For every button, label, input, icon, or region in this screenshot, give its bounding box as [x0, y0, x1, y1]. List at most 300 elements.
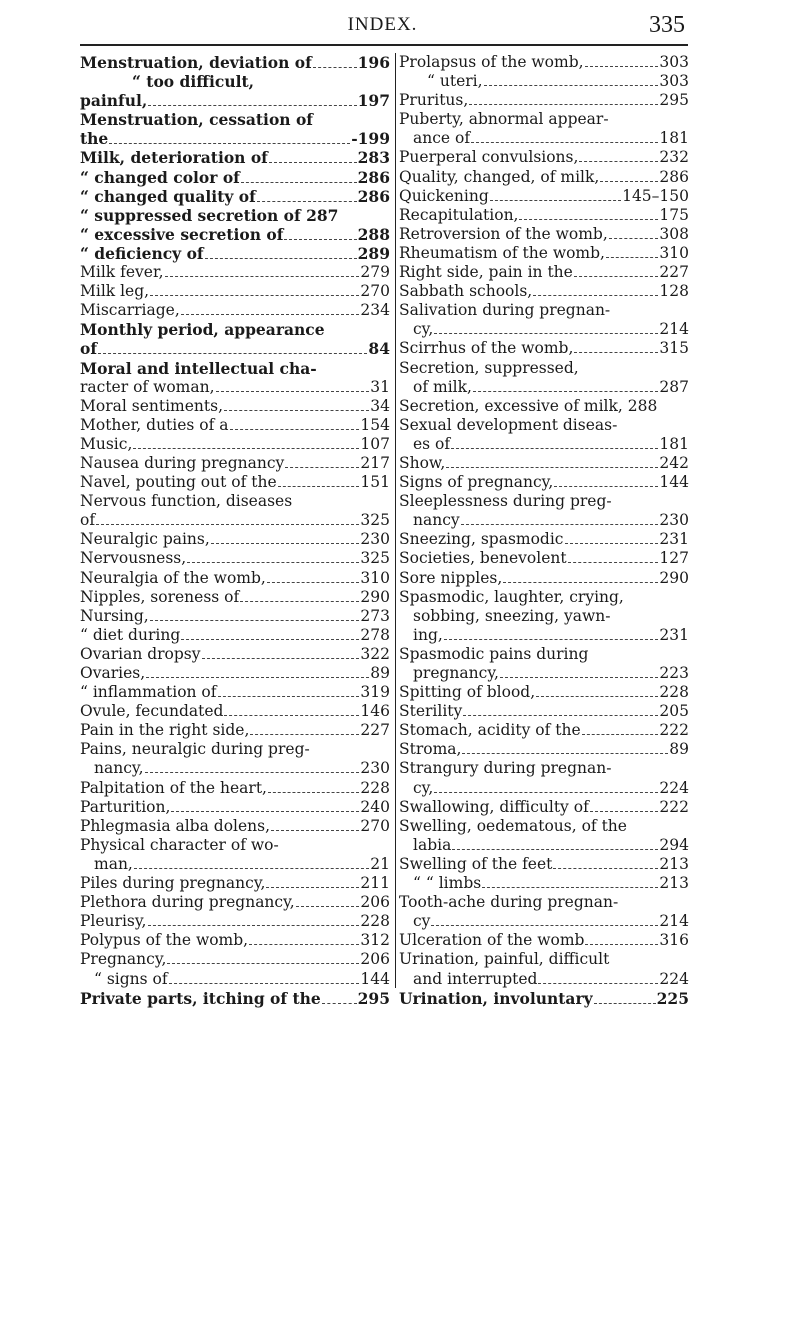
index-entry [399, 626, 689, 645]
entry-page: 312 [360, 931, 390, 950]
entry-page: 228 [659, 683, 689, 702]
entry-page: 222 [659, 721, 689, 740]
entry-text: “ excessive secretion of [80, 224, 284, 244]
entry-text: Parturition, [80, 797, 171, 816]
index-entry [399, 320, 689, 339]
entry-page: 224 [659, 969, 689, 988]
entry-text: Signs of pregnancy, [399, 473, 554, 492]
dot-leader [431, 925, 658, 926]
entry-text: Moral sentiments, [80, 396, 223, 415]
entry-text: Piles during pregnancy, [80, 874, 266, 893]
entry-text: sobbing, sneezing, yawn- [413, 606, 611, 625]
entry-page: 146 [360, 702, 390, 721]
entry-text: “ diet during [80, 625, 181, 644]
column-divider [395, 53, 396, 988]
entry-page: 206 [360, 893, 390, 912]
entry-page: 232 [659, 148, 689, 167]
dot-leader [533, 295, 658, 296]
entry-text: Neuralgic pains, [80, 530, 210, 549]
entry-page: 303 [659, 72, 689, 91]
entry-text: Milk leg, [80, 282, 150, 301]
dot-leader [469, 104, 658, 105]
dot-leader [568, 562, 659, 563]
entry-page: 205 [659, 702, 689, 721]
entry-text: Nervousness, [80, 549, 187, 568]
entry-page: 230 [659, 511, 689, 530]
index-entry [399, 836, 689, 855]
index-entry [80, 702, 390, 721]
dot-leader [218, 696, 360, 697]
entry-text: Sneezing, spasmodic [399, 530, 564, 549]
index-entry [399, 530, 689, 549]
entry-page: 227 [360, 721, 390, 740]
dot-leader [284, 239, 356, 240]
index-entry [80, 798, 390, 817]
entry-page: 127 [659, 549, 689, 568]
index-entry [80, 855, 390, 874]
index-entry [399, 244, 689, 263]
entry-text: Prolapsus of the womb, [399, 53, 584, 71]
entry-page: 231 [659, 530, 689, 549]
entry-page: 89 [370, 664, 390, 682]
dot-leader [165, 276, 360, 277]
index-entry [80, 397, 390, 416]
dot-leader [462, 753, 668, 754]
index-entry [80, 72, 390, 91]
dot-leader [278, 486, 360, 487]
entry-text: Recapitulation, [399, 205, 519, 224]
entry-text: Nervous function, diseases [80, 492, 293, 511]
index-entry [399, 473, 689, 492]
entry-text: Urination, involuntary [399, 988, 593, 1008]
entry-page: 230 [360, 759, 390, 778]
dot-leader [451, 448, 658, 449]
entry-text: nancy [413, 511, 460, 530]
entry-text: Strangury during pregnan- [399, 759, 612, 778]
entry-text: Pain in the right side, [80, 721, 250, 740]
entry-text: Ulceration of the womb [399, 931, 585, 950]
index-entry [399, 893, 689, 912]
dot-leader [148, 105, 356, 106]
dot-leader [473, 391, 658, 392]
dot-leader [181, 639, 359, 640]
entry-page: 294 [659, 835, 689, 854]
entry-text: Stomach, acidity of the [399, 721, 581, 740]
entry-text: pregnancy, [413, 664, 499, 682]
entry-page: 21 [370, 854, 390, 873]
dot-leader [574, 352, 658, 353]
entry-text: man, [94, 854, 133, 873]
entry-page: 290 [659, 568, 689, 587]
dot-leader [240, 601, 359, 602]
entry-page: 230 [360, 530, 390, 549]
index-entry [80, 931, 390, 950]
index-entry [80, 626, 390, 645]
dot-leader [600, 181, 658, 182]
entry-text: Ovarian dropsy [80, 644, 201, 663]
entry-page: 315 [659, 339, 689, 358]
entry-text: “ “ limbs [413, 874, 482, 893]
entry-text: Secretion, excessive of milk, 288 [399, 396, 658, 415]
entry-text: Puerperal convulsions, [399, 148, 579, 167]
entry-text: Swallowing, difficulty of [399, 797, 589, 816]
index-entry [399, 798, 689, 817]
entry-page: 228 [360, 778, 390, 797]
page-header [80, 12, 685, 42]
dot-leader [148, 925, 360, 926]
entry-text: Neuralgia of the womb, [80, 568, 266, 587]
index-entry [80, 721, 390, 740]
entry-page: 224 [659, 778, 689, 797]
index-entry [399, 110, 689, 129]
entry-page: 144 [360, 969, 390, 988]
entry-page: -199 [351, 129, 390, 149]
dot-leader [250, 734, 359, 735]
entry-text: Salivation during pregnan- [399, 301, 611, 320]
entry-page: 214 [659, 320, 689, 339]
entry-text: Menstruation, deviation of [80, 53, 312, 72]
index-entry [399, 607, 689, 626]
entry-text: Sleeplessness during preg- [399, 492, 612, 511]
entry-text: “ inflammation of [80, 683, 217, 702]
index-entry [399, 301, 689, 320]
index-entry [80, 225, 390, 244]
entry-text: nancy, [94, 759, 144, 778]
dot-leader [249, 944, 359, 945]
entry-page: 295 [357, 988, 390, 1008]
index-entry [80, 530, 390, 549]
entry-page: 228 [360, 912, 390, 931]
dot-leader [271, 830, 359, 831]
entry-page: 196 [357, 53, 390, 72]
entry-text: Private parts, itching of the [80, 988, 321, 1008]
entry-page: 279 [360, 263, 390, 282]
entry-text: “ changed quality of [80, 186, 256, 206]
entry-text: “ signs of [94, 969, 168, 988]
entry-text: Monthly period, appearance [80, 320, 325, 340]
dot-leader [241, 182, 357, 183]
dot-leader [211, 543, 360, 544]
dot-leader [594, 1003, 656, 1004]
index-entry [80, 129, 390, 148]
index-entry [399, 569, 689, 588]
dot-leader [519, 219, 658, 220]
dot-leader [565, 543, 659, 544]
index-entry [80, 759, 390, 778]
dot-leader [574, 276, 659, 277]
index-entry [399, 397, 689, 416]
dot-leader [169, 983, 360, 984]
index-entry [399, 435, 689, 454]
index-entry [80, 607, 390, 626]
index-entry [80, 989, 390, 1008]
dot-leader [205, 258, 357, 259]
index-entry [399, 416, 689, 435]
entry-page: 206 [360, 950, 390, 969]
dot-leader [230, 429, 360, 430]
index-entry [80, 206, 390, 225]
entry-text: labia [413, 835, 452, 854]
entry-page: 225 [656, 988, 689, 1008]
index-entry [80, 416, 390, 435]
entry-page: 316 [659, 931, 689, 950]
dot-leader [446, 467, 658, 468]
entry-text: painful, [80, 91, 148, 111]
index-entry [80, 817, 390, 836]
index-entry [80, 912, 390, 931]
dot-leader [461, 524, 659, 525]
index-entry [399, 645, 689, 664]
dot-leader [285, 467, 359, 468]
dot-leader [269, 162, 357, 163]
entry-page: 286 [357, 186, 390, 206]
entry-text: Societies, benevolent [399, 549, 567, 568]
index-entry [80, 473, 390, 492]
entry-page: 213 [659, 854, 689, 873]
dot-leader [257, 201, 357, 202]
entry-text: Physical character of wo- [80, 835, 279, 854]
entry-text: Stroma, [399, 740, 462, 759]
index-entry [80, 53, 390, 72]
index-entry [399, 779, 689, 798]
index-entry [399, 225, 689, 244]
entry-text: cy [413, 912, 431, 931]
index-entry [80, 339, 390, 358]
dot-leader [606, 257, 658, 258]
index-entry [80, 359, 390, 378]
index-entry [80, 301, 390, 320]
entry-page: 242 [659, 453, 689, 472]
page-title: INDEX. [347, 14, 418, 35]
index-entry [399, 970, 689, 989]
entry-text: Pregnancy, [80, 950, 167, 969]
index-entry [399, 950, 689, 969]
entry-text: “ suppressed secretion of 287 [80, 205, 339, 225]
entry-text: “ deficiency of [80, 243, 204, 263]
entry-text: Retroversion of the womb, [399, 224, 608, 243]
index-entry [399, 721, 689, 740]
index-entry [80, 588, 390, 607]
index-entry [80, 569, 390, 588]
index-entry [80, 511, 390, 530]
entry-page: 270 [360, 282, 390, 301]
entry-text: “ uteri, [427, 72, 483, 91]
index-entry [80, 263, 390, 282]
entry-page: 303 [659, 53, 689, 71]
index-entry [80, 893, 390, 912]
dot-leader [500, 677, 658, 678]
dot-leader [181, 314, 360, 315]
entry-page: 222 [659, 797, 689, 816]
entry-text: Sexual development diseas- [399, 415, 618, 434]
entry-page: 154 [360, 415, 390, 434]
entry-text: cy, [413, 320, 434, 339]
entry-page: 128 [659, 282, 689, 301]
entry-text: Milk fever, [80, 263, 164, 282]
entry-page: 31 [370, 377, 390, 396]
dot-leader [296, 906, 360, 907]
entry-text: es of [413, 434, 451, 453]
entry-page: 151 [360, 473, 390, 492]
index-entry [399, 168, 689, 187]
index-entry [399, 931, 689, 950]
index-entry [399, 817, 689, 836]
entry-page: 308 [659, 224, 689, 243]
dot-leader [146, 677, 369, 678]
index-entry [399, 148, 689, 167]
entry-text: Nursing, [80, 606, 149, 625]
index-entry [80, 320, 390, 339]
index-entry [399, 855, 689, 874]
dot-leader [266, 887, 359, 888]
entry-text: Plethora during pregnancy, [80, 893, 295, 912]
dot-leader [609, 238, 659, 239]
index-entry [80, 645, 390, 664]
entry-text: Right side, pain in the [399, 263, 573, 282]
index-entry [80, 91, 390, 110]
entry-text: Spitting of blood, [399, 683, 536, 702]
dot-leader [590, 811, 659, 812]
entry-text: Sabbath schools, [399, 282, 533, 301]
entry-text: of [80, 339, 98, 359]
entry-page: 240 [360, 797, 390, 816]
entry-page: 34 [370, 396, 390, 415]
entry-page: 289 [357, 243, 390, 263]
page-number: 335 [649, 12, 685, 38]
entry-text: Phlegmasia alba dolens, [80, 816, 271, 835]
index-entry [80, 874, 390, 893]
index-entry [399, 282, 689, 301]
dot-leader [96, 524, 359, 525]
entry-page: 197 [357, 91, 390, 111]
index-entry [399, 740, 689, 759]
entry-page: 89 [669, 740, 689, 759]
index-entry [399, 912, 689, 931]
index-entry [399, 454, 689, 473]
entry-text: Ovaries, [80, 664, 146, 682]
dot-leader [322, 1003, 357, 1004]
index-entry [399, 129, 689, 148]
entry-text: racter of woman, [80, 377, 215, 396]
dot-leader [268, 792, 359, 793]
entry-text: Polypus of the womb, [80, 931, 249, 950]
entry-page: 181 [659, 434, 689, 453]
index-entry [399, 53, 689, 72]
index-entry [399, 91, 689, 110]
entry-page: 322 [360, 644, 390, 663]
index-entry [399, 72, 689, 91]
entry-page: 310 [360, 568, 390, 587]
entry-page: 278 [360, 625, 390, 644]
entry-text: cy, [413, 778, 434, 797]
entry-text: ance of [413, 129, 471, 148]
entry-text: Quality, changed, of milk, [399, 167, 600, 186]
dot-leader [150, 295, 359, 296]
entry-text: Music, [80, 434, 133, 453]
entry-page: 286 [659, 167, 689, 186]
entry-text: Nausea during pregnancy [80, 453, 285, 472]
dot-leader [202, 658, 360, 659]
dot-leader [313, 67, 357, 68]
entry-page: 270 [360, 816, 390, 835]
dot-leader [503, 582, 658, 583]
entry-page: 310 [659, 243, 689, 262]
index-entry [399, 588, 689, 607]
entry-text: of [80, 511, 96, 530]
dot-leader [482, 887, 658, 888]
dot-leader [98, 353, 367, 354]
entry-text: “ changed color of [80, 167, 240, 187]
dot-leader [585, 66, 659, 67]
index-entry [399, 187, 689, 206]
dot-leader [444, 639, 659, 640]
index-entry [80, 970, 390, 989]
entry-page: 287 [659, 377, 689, 396]
index-entry [80, 492, 390, 511]
dot-leader [150, 620, 360, 621]
index-column-right [399, 53, 689, 1008]
entry-text: Navel, pouting out of the [80, 473, 277, 492]
dot-leader [224, 715, 359, 716]
dot-leader [471, 142, 658, 143]
entry-text: Moral and intellectual cha- [80, 358, 317, 378]
entry-page: 283 [357, 148, 390, 168]
index-column-left [80, 53, 390, 1008]
index-entry [399, 339, 689, 358]
entry-page: 325 [360, 549, 390, 568]
entry-text: Puberty, abnormal appear- [399, 110, 609, 129]
index-entry [399, 511, 689, 530]
entry-text: Swelling of the feet [399, 854, 553, 873]
dot-leader [484, 85, 659, 86]
entry-text: Show, [399, 453, 446, 472]
index-entry [80, 740, 390, 759]
entry-text: Sore nipples, [399, 568, 503, 587]
dot-leader [579, 161, 658, 162]
index-entry [80, 549, 390, 568]
entry-page: 144 [659, 473, 689, 492]
entry-page: 145–150 [622, 186, 689, 205]
entry-text: Mother, duties of a [80, 415, 229, 434]
entry-text: Pruritus, [399, 91, 469, 110]
index-entry [399, 549, 689, 568]
dot-leader [536, 696, 658, 697]
entry-page: 217 [360, 453, 390, 472]
index-entry [399, 874, 689, 893]
entry-page: 319 [360, 683, 390, 702]
index-entry [80, 454, 390, 473]
index-entry [80, 168, 390, 187]
dot-leader [133, 448, 359, 449]
entry-text: Quickening [399, 186, 489, 205]
index-entry [399, 206, 689, 225]
index-entry [80, 779, 390, 798]
entry-page: 211 [360, 874, 390, 893]
index-entry [80, 435, 390, 454]
entry-page: 288 [357, 224, 390, 244]
dot-leader [463, 715, 658, 716]
entry-text: and interrupted [413, 969, 538, 988]
index-entry [399, 359, 689, 378]
dot-leader [434, 333, 658, 334]
entry-text: Nipples, soreness of [80, 587, 240, 606]
index-entry [80, 950, 390, 969]
index-entry [80, 836, 390, 855]
entry-text: Pleurisy, [80, 912, 147, 931]
entry-page: 223 [659, 664, 689, 682]
dot-leader [167, 963, 359, 964]
entry-text: Swelling, oedematous, of the [399, 816, 627, 835]
